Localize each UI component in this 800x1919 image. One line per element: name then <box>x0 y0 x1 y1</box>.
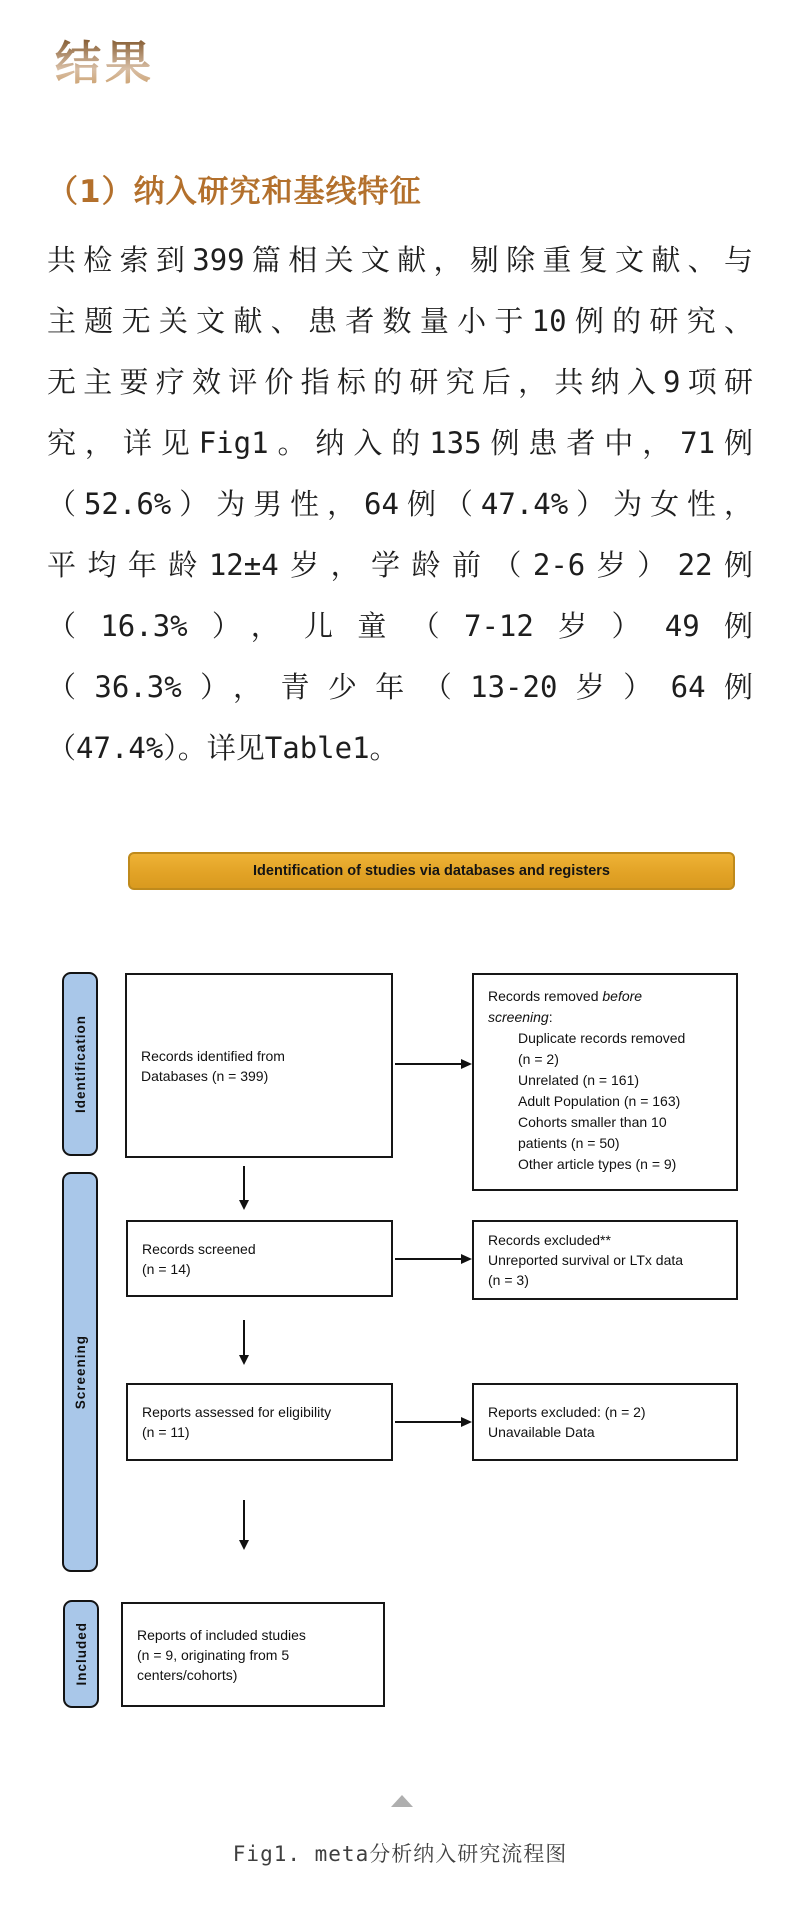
text-line: (n = 2) <box>518 1051 559 1067</box>
arrow-down-screened-to-assessed-icon <box>243 1320 245 1355</box>
text-line: Records removed before <box>488 988 643 1004</box>
box-records-removed <box>472 973 738 1191</box>
arrow-down-assessed-to-included-icon <box>243 1500 245 1540</box>
text-line: Unrelated (n = 161) <box>518 1072 640 1088</box>
stage-bar-screening <box>62 1172 98 1572</box>
text-line: Reports excluded: (n = 2) <box>488 1404 646 1420</box>
arrow-right-screened-to-excluded-icon <box>395 1258 461 1260</box>
text-line: （47.4%）。详见Table1。 <box>47 731 399 765</box>
results-heading: 结果 <box>55 36 155 90</box>
text-line: (n = 3) <box>488 1272 529 1288</box>
stage-bar-identification <box>62 972 98 1156</box>
body-paragraph <box>47 230 753 779</box>
text-line: 平均年龄12±4岁，学龄前（2-6岁）22例 <box>47 548 753 582</box>
text-line: Cohorts smaller than 10 <box>518 1114 667 1130</box>
text-line: Duplicate records removed <box>518 1030 686 1046</box>
box-records-identified <box>125 973 393 1158</box>
text-line: Reports assessed for eligibility <box>142 1404 332 1420</box>
stage-label-screening: Screening <box>72 1334 88 1410</box>
stage-bar-included <box>63 1600 99 1708</box>
text-line: （52.6%）为男性，64例（47.4%）为女性， <box>47 487 753 521</box>
text-line: (n = 11) <box>142 1424 190 1440</box>
collapse-up-triangle-icon[interactable] <box>391 1795 413 1807</box>
text-line: Unreported survival or LTx data <box>488 1252 684 1268</box>
stage-label-identification: Identification <box>72 1015 88 1113</box>
text-line: centers/cohorts) <box>137 1666 238 1683</box>
text-line: Adult Population (n = 163) <box>518 1093 681 1109</box>
box-records-screened <box>126 1220 393 1297</box>
section-heading: （1）纳入研究和基线特征 <box>47 174 422 210</box>
arrow-down-identified-to-screened-icon <box>243 1166 245 1200</box>
text-line: (n = 9, originating from 5 <box>137 1646 290 1663</box>
text-line: (n = 14) <box>142 1260 191 1277</box>
text-line: 无主要疗效评价指标的研究后，共纳入9项研 <box>47 365 753 399</box>
arrow-right-assessed-to-excluded-icon <box>395 1421 461 1423</box>
stage-label-included: Included <box>73 1622 89 1686</box>
text-line: 主题无关文献、患者数量小于10例的研究、 <box>47 304 753 338</box>
text-line: Other article types (n = 9) <box>518 1156 677 1172</box>
text-line: Unavailable Data <box>488 1424 595 1440</box>
box-reports-included <box>121 1602 385 1707</box>
text-line: patients (n = 50) <box>518 1135 620 1151</box>
text-line: Databases (n = 399) <box>141 1067 269 1084</box>
text-line: Records identified from <box>141 1047 285 1064</box>
text-line: （36.3%），青少年（13-20岁）64例 <box>47 670 753 704</box>
box-reports-excluded <box>472 1383 738 1461</box>
figure-caption: Fig1. meta分析纳入研究流程图 <box>232 1842 568 1866</box>
text-line: screening: <box>488 1009 553 1025</box>
text-line: 共检索到399篇相关文献，剔除重复文献、与 <box>47 243 753 277</box>
text-line: 究，详见Fig1。纳入的135例患者中，71例 <box>47 426 753 460</box>
text-line: （16.3%），儿童（7-12岁）49例 <box>47 609 753 643</box>
box-records-excluded <box>472 1220 738 1300</box>
text-line: Reports of included studies <box>137 1626 306 1643</box>
text-line: Records screened <box>142 1240 256 1257</box>
prisma-banner-label: Identification of studies via databases and registers <box>253 863 610 879</box>
box-reports-assessed <box>126 1383 393 1461</box>
prisma-banner <box>128 852 735 890</box>
text-line: Records excluded** <box>488 1232 611 1248</box>
arrow-right-identified-to-removed-icon <box>395 1063 461 1065</box>
